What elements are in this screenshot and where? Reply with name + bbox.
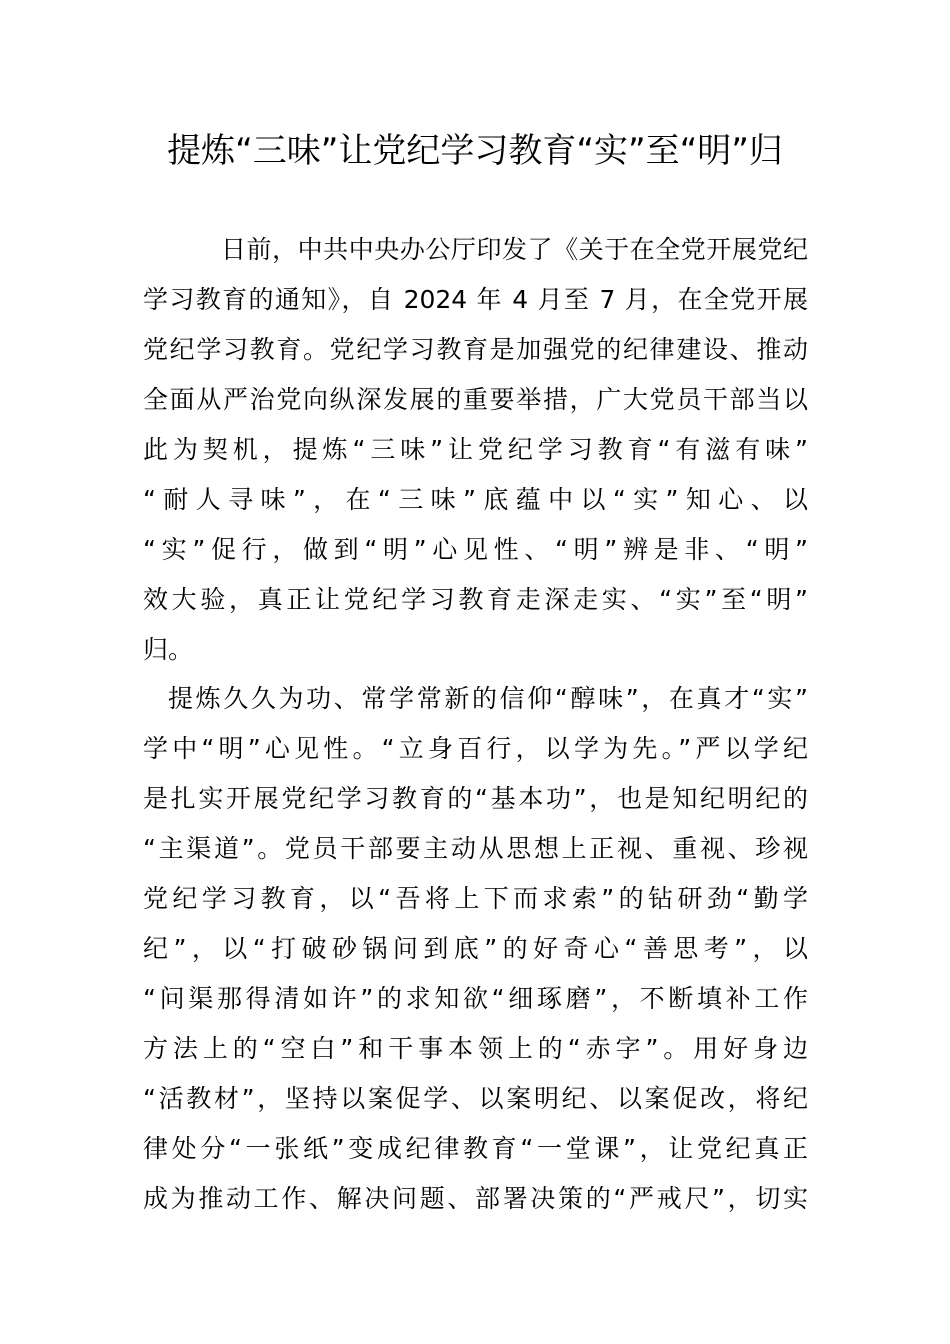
paragraph-2-line-2: 学中“明”心见性。“立身百行，以学为先。”严以学纪 xyxy=(143,734,808,763)
paragraph-1-line-1: 日前，中共中央办公厅印发了《关于在全党开展党纪 xyxy=(221,235,808,264)
paragraph-1-line-3: 党纪学习教育。党纪学习教育是加强党的纪律建设、推动 xyxy=(143,335,808,364)
paragraph-1-line-2: 学习教育的通知》，自 2024 年 4 月至 7 月，在全党开展 xyxy=(143,285,808,314)
paragraph-1-line-9: 归。 xyxy=(143,635,194,664)
paragraph-2-line-8: 方法上的“空白”和干事本领上的“赤字”。用好身边 xyxy=(143,1034,808,1063)
paragraph-1-line-7: “实”促行，做到“明”心见性、“明”辨是非、“明” xyxy=(143,535,808,564)
paragraph-2-line-1: 提炼久久为功、常学常新的信仰“醇味”，在真才“实” xyxy=(168,684,808,713)
paragraph-1-line-5: 此为契机，提炼“三味”让党纪学习教育“有滋有味” xyxy=(143,435,808,464)
paragraph-2-line-11: 成为推动工作、解决问题、部署决策的“严戒尺”，切实 xyxy=(143,1184,808,1213)
paragraph-2-line-3: 是扎实开展党纪学习教育的“基本功”，也是知纪明纪的 xyxy=(143,784,808,813)
paragraph-1-line-4: 全面从严治党向纵深发展的重要举措，广大党员干部当以 xyxy=(143,385,808,414)
paragraph-2-line-7: “问渠那得清如许”的求知欲“细琢磨”，不断填补工作 xyxy=(143,984,808,1013)
document-title: 提炼“三味”让党纪学习教育“实”至“明”归 xyxy=(167,131,783,171)
paragraph-1-line-6: “耐人寻味”，在“三味”底蕴中以“实”知心、以 xyxy=(143,485,808,514)
paragraph-2-line-4: “主渠道”。党员干部要主动从思想上正视、重视、珍视 xyxy=(143,834,808,863)
paragraph-2-line-5: 党纪学习教育，以“吾将上下而求索”的钻研劲“勤学 xyxy=(143,884,808,913)
paragraph-2-line-10: 律处分“一张纸”变成纪律教育“一堂课”，让党纪真正 xyxy=(143,1134,808,1163)
paragraph-2-line-9: “活教材”，坚持以案促学、以案明纪、以案促改，将纪 xyxy=(143,1084,808,1113)
paragraph-1-line-8: 效大验，真正让党纪学习教育走深走实、“实”至“明” xyxy=(143,585,808,614)
paragraph-2-line-6: 纪”，以“打破砂锅问到底”的好奇心“善思考”，以 xyxy=(143,934,808,963)
